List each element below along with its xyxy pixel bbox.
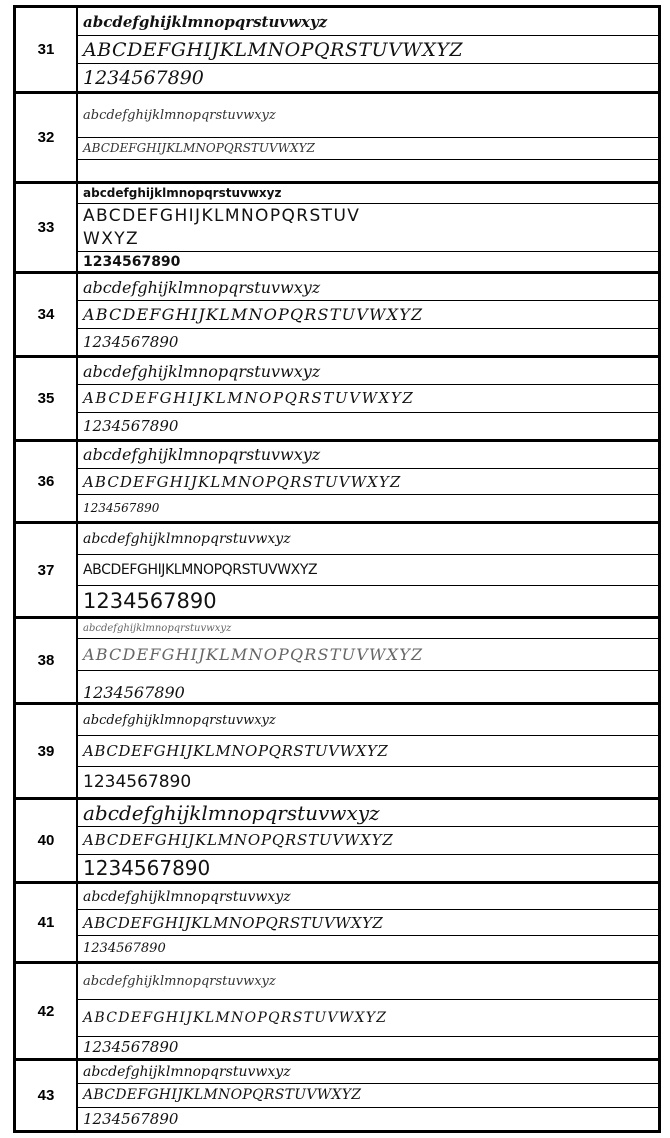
numeral-sample: 1234567890: [83, 416, 179, 435]
lowercase-sample: abcdefghijklmnopqrstuvwxyz: [78, 184, 658, 204]
numeral-sample: 1234567890: [83, 1038, 179, 1057]
uppercase-sample: ABCDEFGHIJKLMNOPQRSTUV: [83, 205, 361, 226]
font-sample-lines: [78, 358, 658, 439]
numeral-sample: 1234567890: [83, 66, 204, 89]
lowercase-sample: abcdefghijklmnopqrstuvwxyz: [78, 524, 658, 555]
font-number: 42: [16, 964, 78, 1058]
font-sample-block: [16, 94, 658, 184]
font-number: 32: [16, 94, 78, 181]
numeral-sample: 1234567890: [83, 683, 185, 702]
font-sample-block: [16, 964, 658, 1061]
font-number: 38: [16, 619, 78, 702]
lowercase-sample: abcdefghijklmnopqrstuvwxyz: [78, 442, 658, 469]
font-sample-lines: [78, 184, 658, 271]
font-sample-lines: [78, 274, 658, 355]
font-sample-lines: [78, 94, 658, 181]
font-number: 37: [16, 524, 78, 616]
font-sample-lines: [78, 442, 658, 521]
font-sample-lines: [78, 705, 658, 797]
uppercase-sample: ABCDEFGHIJKLMNOPQRSTUVWXYZ: [78, 1084, 658, 1107]
font-sample-lines: [78, 619, 658, 702]
uppercase-sample: ABCDEFGHIJKLMNOPQRSTUVWXYZ: [78, 36, 658, 64]
font-number: 33: [16, 184, 78, 271]
font-number: 43: [16, 1061, 78, 1130]
font-sample-lines: [78, 1061, 658, 1130]
font-number: 36: [16, 442, 78, 521]
font-number: 35: [16, 358, 78, 439]
numeral-sample: 1234567890: [83, 772, 192, 792]
font-number: 31: [16, 8, 78, 91]
lowercase-sample: abcdefghijklmnopqrstuvwxyz: [78, 800, 658, 827]
lowercase-sample: abcdefghijklmnopqrstuvwxyz: [78, 94, 658, 138]
uppercase-sample: ABCDEFGHIJKLMNOPQRSTUVWXYZ: [78, 910, 658, 936]
numeral-sample: 1234567890: [83, 501, 160, 516]
uppercase-sample: ABCDEFGHIJKLMNOPQRSTUVWXYZ: [78, 138, 658, 160]
font-sample-block: [16, 184, 658, 274]
uppercase-sample: ABCDEFGHIJKLMNOPQRSTUVWXYZ: [78, 827, 658, 854]
lowercase-sample: abcdefghijklmnopqrstuvwxyz: [78, 964, 658, 1000]
lowercase-sample: abcdefghijklmnopqrstuvwxyz: [78, 884, 658, 910]
uppercase-sample: ABCDEFGHIJKLMNOPQRSTUVWXYZ: [78, 1000, 658, 1036]
font-sample-lines: [78, 800, 658, 881]
font-sample-lines: [78, 964, 658, 1058]
numeral-sample: 1234567890: [83, 855, 211, 880]
font-number: 41: [16, 884, 78, 961]
font-sample-block: [16, 1061, 658, 1130]
font-sample-lines: [78, 8, 658, 91]
font-sample-block: [16, 619, 658, 705]
font-sample-block: [16, 442, 658, 524]
uppercase-sample: ABCDEFGHIJKLMNOPQRSTUVWXYZ: [78, 736, 658, 767]
numeral-sample: 1234567890: [83, 332, 179, 351]
empty-sample-row: [78, 160, 658, 181]
numeral-sample: 1234567890: [83, 1109, 179, 1128]
lowercase-sample: abcdefghijklmnopqrstuvwxyz: [78, 274, 658, 301]
font-number: 34: [16, 274, 78, 355]
font-sample-block: [16, 8, 658, 94]
numeral-sample: 1234567890: [83, 253, 181, 270]
lowercase-sample: abcdefghijklmnopqrstuvwxyz: [78, 8, 658, 36]
lowercase-sample: abcdefghijklmnopqrstuvwxyz: [78, 705, 658, 736]
uppercase-sample: ABCDEFGHIJKLMNOPQRSTUVWXYZ: [78, 385, 658, 412]
font-sample-block: [16, 800, 658, 884]
uppercase-sample-continued: WXYZ: [78, 228, 658, 253]
font-number: 39: [16, 705, 78, 797]
font-sample-block: [16, 705, 658, 800]
font-sample-block: [16, 884, 658, 964]
font-sample-block: [16, 524, 658, 619]
numeral-sample: 1234567890: [83, 589, 217, 613]
lowercase-sample: abcdefghijklmnopqrstuvwxyz: [78, 1061, 658, 1084]
font-sample-block: [16, 274, 658, 358]
numeral-sample: 1234567890: [83, 941, 166, 956]
uppercase-sample: ABCDEFGHIJKLMNOPQRSTUVWXYZ: [78, 301, 658, 328]
font-sample-block: [16, 358, 658, 442]
font-sample-lines: [78, 884, 658, 961]
uppercase-sample: ABCDEFGHIJKLMNOPQRSTUVWXYZ: [78, 469, 658, 496]
uppercase-sample: ABCDEFGHIJKLMNOPQRSTUVWXYZ: [78, 639, 658, 671]
font-sample-lines: [78, 524, 658, 616]
lowercase-sample: abcdefghijklmnopqrstuvwxyz: [78, 358, 658, 385]
uppercase-sample: ABCDEFGHIJKLMNOPQRSTUVWXYZ: [78, 555, 658, 586]
font-number: 40: [16, 800, 78, 881]
font-sample-sheet: [13, 5, 661, 1133]
lowercase-sample: abcdefghijklmnopqrstuvwxyz: [78, 619, 658, 639]
